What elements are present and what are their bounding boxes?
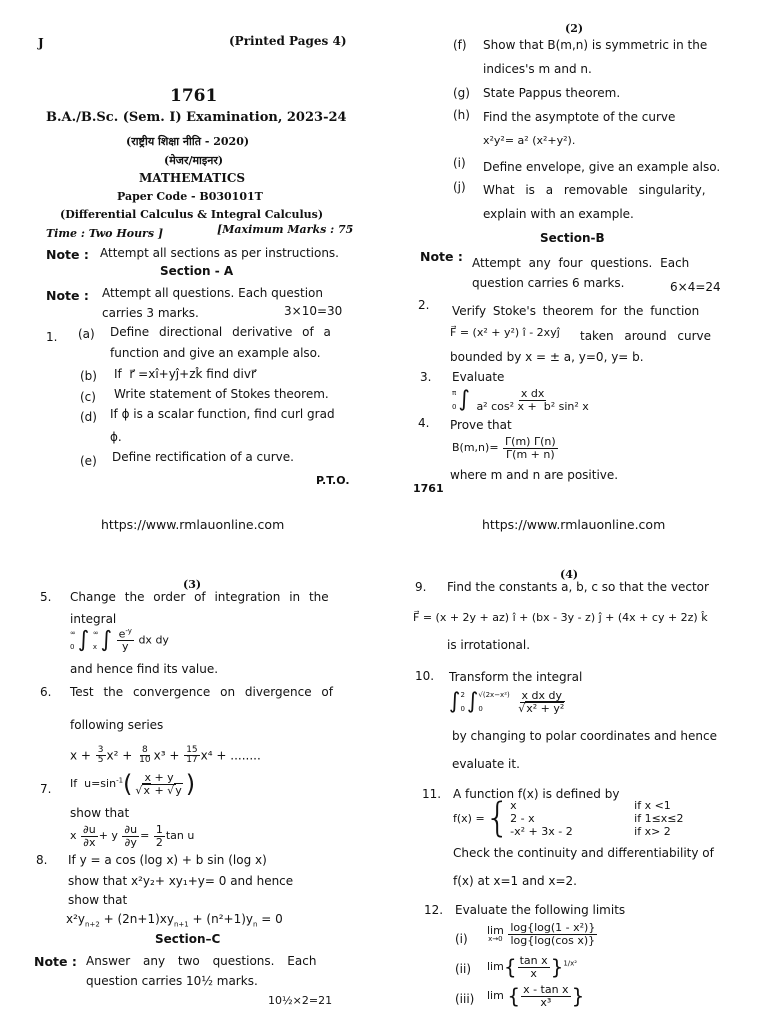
question-text: indices's m and n. [483, 62, 592, 76]
section-c-note-line1: Answer any two questions. Each [86, 954, 317, 968]
part-label: (b) [80, 369, 97, 383]
question-text: following series [70, 718, 164, 732]
case-condition: if x> 2 [634, 824, 671, 838]
part-label: (f) [453, 38, 467, 52]
question-b [114, 367, 256, 381]
formula: r⃗ =xî+yĵ+zk̂ [125, 367, 203, 381]
question-text: taken around curve [580, 329, 712, 343]
question-text: If [114, 367, 122, 381]
formula: B(m,n)= $\frac{\Gamma(m) \Gamma(n)}{\Gamma(m + n)}$ [452, 435, 556, 461]
case-condition: if 1≤x≤2 [634, 811, 684, 825]
section-a-heading: Section - A [160, 264, 234, 278]
part-label: (d) [80, 410, 97, 424]
footer-code: 1761 [413, 482, 444, 495]
question-text: where m and n are positive. [450, 468, 619, 482]
limit-label: (ii) [455, 962, 472, 976]
part-label: (g) [453, 86, 470, 100]
question-number: 11. [422, 787, 442, 801]
section-c-marks: 10½×2=21 [268, 994, 333, 1007]
part-label: (j) [453, 180, 466, 194]
formula: If $u=\sin^{-1}$( $\frac{x + y}{√x + √y}$ ) [70, 770, 196, 799]
question-text: evaluate it. [452, 757, 520, 771]
section-b-note-label: Note : [420, 249, 463, 264]
question-text: and hence find its value. [70, 662, 219, 676]
type-line: (मेजर/माइनर) [164, 154, 224, 167]
paper-number: 1761 [170, 86, 218, 106]
question-text: If y = a cos (log x) + b sin (log x) [68, 853, 267, 867]
page-number: (4) [560, 568, 579, 581]
section-b-heading: Section-B [540, 231, 605, 245]
footer-url: https://www.rmlauonline.com [101, 517, 285, 532]
limit-label: (i) [455, 932, 468, 946]
formula: lim{ $\frac{\text{tan x}}{x}$ }$^{1/x^2}$ [487, 954, 578, 980]
exam-title: B.A./B.Sc. (Sem. I) Examination, 2023-24 [46, 110, 347, 125]
case-value: -x² + 3x - 2 [510, 824, 573, 838]
question-text: Define directional derivative of a [110, 325, 331, 339]
question-text: by changing to polar coordinates and hence [452, 729, 717, 743]
question-number: 8. [36, 853, 48, 867]
section-c-note-line2: question carries 10½ marks. [86, 974, 258, 988]
question-formula: x²y²= a² (x²+y²). [483, 134, 576, 147]
question-number: 2. [418, 298, 430, 312]
question-text: f(x) at x=1 and x=2. [453, 874, 577, 888]
formula: f(x) = [453, 811, 485, 825]
time-allowed: Time : Two Hours ] [46, 227, 164, 240]
case-value: 2 - x [510, 811, 535, 825]
question-text: What is a removable singularity, [483, 183, 706, 197]
formula: ∞ 0 ∫ ∞ x ∫ $\frac{e^{-y}}{y}$ dx dy [70, 627, 169, 654]
formula: F⃗ = (x² + y²) î - 2xyĵ [450, 326, 560, 339]
question-number: 10. [415, 669, 435, 683]
part-label: (i) [453, 156, 466, 170]
piecewise-function [453, 795, 704, 841]
question-text: Define envelope, give an example also. [483, 160, 721, 174]
maximum-marks: [Maximum Marks : 75 [217, 223, 354, 236]
subject: MATHEMATICS [139, 171, 246, 185]
question-text: explain with an example. [483, 207, 634, 221]
formula: ∫ 2 0 ∫ √(2x−x²) 0 $\frac{\text{x dx dy}}{\text{√x² + y²}}$ [449, 689, 565, 715]
case-value: x [510, 798, 517, 812]
question-number: 6. [40, 685, 52, 699]
question-text: show that x²y₂+ xy₁+y= 0 and hence [68, 874, 294, 888]
section-c-note-label: Note : [34, 954, 77, 969]
question-text: Define rectification of a curve. [112, 450, 294, 464]
question-text: Check the continuity and differentiability of [453, 846, 714, 860]
question-text: ϕ. [110, 430, 122, 444]
piecewise-cases [510, 799, 704, 838]
part-label: (c) [80, 390, 96, 404]
question-text: function and give an example also. [110, 346, 321, 360]
question-number: 3. [420, 370, 432, 384]
policy-line: (राष्ट्रीय शिक्षा नीति - 2020) [126, 135, 250, 148]
page-number: (2) [565, 22, 584, 35]
question-text: Write statement of Stokes theorem. [114, 387, 329, 401]
question-text: is irrotational. [447, 638, 531, 652]
question-number: 9. [415, 580, 427, 594]
question-text: show that [70, 806, 130, 820]
question-text: Find the asymptote of the curve [483, 110, 676, 124]
question-text: Find the constants a, b, c so that the vector [447, 580, 709, 594]
note-text: Attempt all sections as per instructions. [100, 246, 339, 260]
part-label: (h) [453, 108, 470, 122]
question-text: Verify Stoke's theorem for the function [452, 304, 700, 318]
part-label: (a) [78, 327, 95, 341]
corner-mark: J [38, 36, 44, 50]
brace-glyph: { [484, 795, 511, 841]
page-number: (3) [183, 578, 202, 591]
formula: lim x→0 $\frac{\text{log\{log(1 - x²)\}}}{\text{log\{log(cos x)\}}}$ [487, 921, 596, 947]
printed-pages: (Printed Pages 4) [229, 34, 347, 48]
formula: F⃗ = (x + 2y + az) î + (bx - 3y - z) ĵ + (4x + cy + 2z) k̂ [413, 611, 708, 624]
section-a-note-line2: carries 3 marks. [102, 306, 199, 320]
question-text: If ϕ is a scalar function, find curl grad [110, 407, 335, 421]
limit-label: (iii) [455, 992, 475, 1006]
question-number: 1. [46, 330, 58, 344]
question-text: show that [68, 893, 128, 907]
footer-url: https://www.rmlauonline.com [482, 517, 666, 532]
paper-code: Paper Code - B030101T [117, 190, 263, 203]
question-text: integral [70, 612, 117, 626]
case-condition: if x <1 [634, 798, 671, 812]
question-text: find div [206, 367, 251, 381]
formula: $x^2y_{n+2} + (2n+1)xy_{n+1} + (n^2+1)y_n = 0$ [66, 912, 283, 929]
question-number: 4. [418, 416, 430, 430]
pto: P.T.O. [316, 474, 350, 487]
formula: x $\frac{\partial u}{\partial x}$ + y $\frac{\partial u}{\partial y}$ = $\frac{1}{2}$ tan u [70, 823, 195, 849]
formula: π 0 ∫ $\frac{\text{x dx}}{\text{a² cos² x + b² sin² x}}$ [452, 387, 589, 413]
part-label: (e) [80, 454, 97, 468]
section-c-heading: Section–C [155, 932, 221, 946]
formula: lim { $\frac{\text{x - tan x}}{\text{x³}}$ } [487, 983, 585, 1009]
question-text: Prove that [450, 418, 512, 432]
section-b-note-line2: question carries 6 marks. [472, 276, 625, 290]
section-a-note-label: Note : [46, 288, 89, 303]
question-text: A function f(x) is defined by [453, 787, 620, 801]
section-a-note-line1: Attempt all questions. Each question [102, 286, 323, 300]
question-number: 7. [40, 782, 52, 796]
section-b-marks: 6×4=24 [670, 280, 721, 294]
section-b-note-line1: Attempt any four questions. Each [472, 256, 690, 270]
course-title: (Differential Calculus & Integral Calculus) [60, 208, 324, 221]
formula: x + $\frac{3}{5}$ x² + $\frac{8}{10}$ x³ + $\frac{15}{17}$ x⁴ + ........ [70, 745, 261, 766]
section-a-marks: 3×10=30 [284, 304, 343, 318]
question-text: Test the convergence on divergence of [70, 685, 333, 699]
question-text: bounded by x = ± a, y=0, y= b. [450, 350, 644, 364]
question-text: State Pappus theorem. [483, 86, 621, 100]
question-number: 5. [40, 590, 52, 604]
question-text: Transform the integral [449, 670, 583, 684]
question-text: Change the order of integration in the [70, 590, 329, 604]
formula: r⃗ [250, 367, 256, 381]
question-text: Evaluate [452, 370, 505, 384]
question-text: Evaluate the following limits [455, 903, 626, 917]
question-number: 12. [424, 903, 444, 917]
question-text: Show that B(m,n) is symmetric in the [483, 38, 708, 52]
note-label: Note : [46, 247, 89, 262]
